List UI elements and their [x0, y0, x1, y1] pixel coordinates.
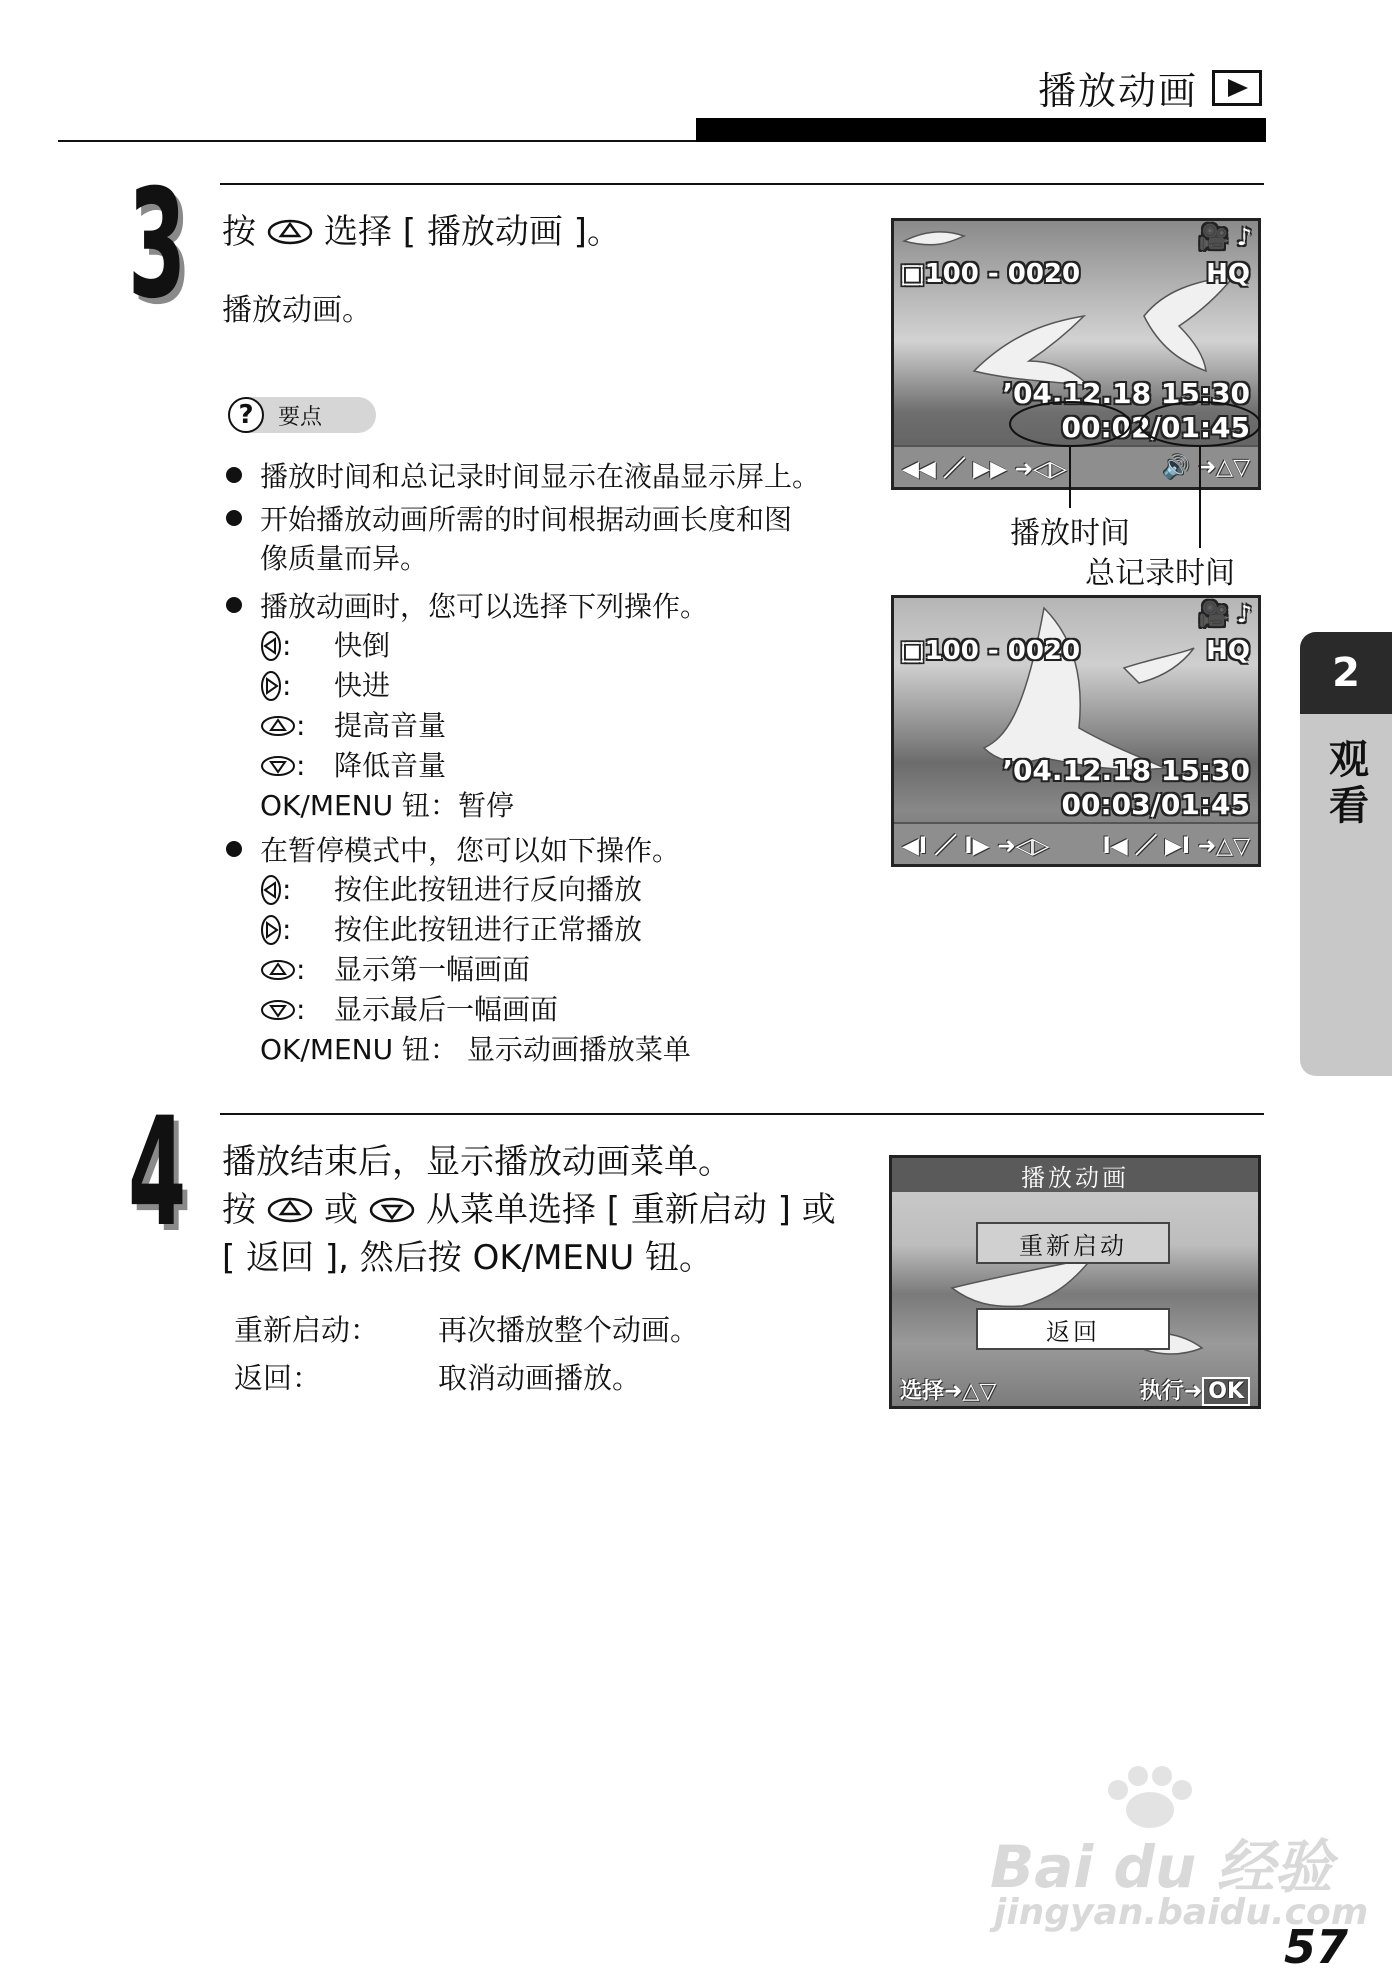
watermark-brand: Bai du 经验	[990, 1833, 1333, 1901]
lcd-screen-paused	[891, 595, 1261, 867]
step4-line3: [ 返回 ], 然后按 OK/MENU 钮。	[222, 1238, 714, 1278]
volume-hint: 🔊 ➜△▽	[1162, 454, 1250, 480]
lcd-screen-menu	[889, 1155, 1261, 1409]
quality-label: HQ	[1206, 259, 1250, 289]
bullet-dot	[226, 510, 242, 526]
op-text: 提高音量	[334, 709, 447, 742]
op-text: 降低音量	[334, 749, 447, 782]
op-row	[260, 990, 691, 1030]
up-arrow-button-icon: :	[260, 706, 334, 746]
file-number-text: 100 - 0020	[924, 636, 1081, 666]
step4-number: 4	[128, 1086, 187, 1260]
watermark-url: jingyan.baidu.com	[994, 1892, 1369, 1933]
op-row	[260, 950, 691, 990]
op-row	[260, 910, 691, 950]
question-icon: ?	[228, 397, 264, 433]
op-row	[260, 626, 514, 666]
bullet-text-continued: 像质量而异。	[260, 542, 429, 575]
def-term: 返回：	[234, 1361, 322, 1395]
def-term: 重新启动：	[234, 1313, 380, 1347]
movie-sound-icons: 🎥 ♪	[1198, 223, 1252, 251]
select-hint: 选择➜△▽	[900, 1378, 997, 1404]
bullet-item	[226, 830, 680, 871]
up-arrow-button-icon: :	[260, 950, 334, 990]
left-arrow-button-icon: :	[260, 870, 334, 910]
step4-line1: 播放结束后，显示播放动画菜单。	[222, 1142, 732, 1182]
op-row	[260, 746, 514, 786]
card-icon: ▣	[900, 636, 925, 666]
step4-line2-b: 或	[324, 1190, 358, 1230]
ok-menu-op: OK/MENU 钮：暂停	[260, 789, 515, 822]
step4-line2-c: 从菜单选择 [ 重新启动 ] 或	[426, 1190, 836, 1230]
op-text: 显示最后一幅画面	[334, 993, 559, 1026]
file-number	[900, 636, 1080, 666]
step3-rule	[220, 183, 1264, 185]
callout-play-time: 播放时间	[1010, 516, 1130, 551]
op-row	[260, 870, 691, 910]
up-arrow-button-icon	[266, 1196, 314, 1224]
movie-sound-icons: 🎥 ♪	[1198, 600, 1252, 628]
lcd-control-bar	[892, 1372, 1258, 1406]
down-arrow-button-icon: :	[260, 990, 334, 1030]
bullet-item	[226, 586, 708, 627]
step3-instruction-prefix: 按	[222, 212, 256, 252]
bullet-dot	[226, 841, 242, 857]
restart-option[interactable]: 重新启动	[976, 1222, 1170, 1264]
step3-instruction-suffix: 选择 [ 播放动画 ]。	[324, 212, 621, 252]
step3-desc: 播放动画。	[222, 293, 372, 328]
callout-total-time: 总记录时间	[1085, 556, 1235, 591]
op-text: 按住此按钮进行反向播放	[334, 873, 643, 906]
def-desc: 再次播放整个动画。	[438, 1313, 700, 1347]
card-icon: ▣	[900, 259, 925, 289]
chapter-tab-number: 2	[1300, 632, 1392, 714]
playback-time: 00:03/01:45	[1061, 788, 1250, 821]
tip-label: 要点	[278, 404, 323, 430]
ok-key-label: OK	[1202, 1377, 1250, 1406]
bullet-text: 播放时间和总记录时间显示在液晶显示屏上。	[260, 460, 821, 493]
op-text: 快倒	[334, 629, 391, 662]
quality-label: HQ	[1206, 636, 1250, 666]
op-row	[260, 706, 514, 746]
playback-ops-list	[260, 626, 514, 826]
ok-menu-op: OK/MENU 钮： 显示动画播放菜单	[260, 1033, 691, 1066]
page-number: 57	[1284, 1920, 1349, 1974]
back-option[interactable]: 返回	[976, 1308, 1170, 1350]
bullet-dot	[226, 597, 242, 613]
date-time: ’04.12.18 15:30	[1002, 754, 1250, 787]
menu-title: 播放动画	[892, 1158, 1258, 1192]
date-time: ’04.12.18 15:30	[1002, 377, 1250, 410]
file-number	[900, 259, 1080, 289]
left-arrow-button-icon: :	[260, 626, 334, 666]
step3-number: 3	[128, 158, 187, 332]
play-icon	[1212, 70, 1262, 106]
bullet-item	[226, 499, 792, 540]
bullet-dot	[226, 467, 242, 483]
down-arrow-button-icon: :	[260, 746, 334, 786]
up-arrow-button-icon	[266, 218, 314, 246]
page-header-title	[1038, 60, 1262, 115]
execute-hint: 执行➜ OK	[1140, 1374, 1250, 1405]
op-text: 按住此按钮进行正常播放	[334, 913, 643, 946]
right-arrow-button-icon: :	[260, 666, 334, 706]
header-title-text: 播放动画	[1037, 69, 1198, 113]
header-rule	[58, 140, 698, 142]
step4-line2-a: 按	[222, 1190, 256, 1230]
bullet-item	[226, 456, 820, 497]
frame-step-hint: ◀I ／ I▶ ➜◁▷	[902, 833, 1050, 859]
lcd-control-bar	[894, 822, 1258, 864]
bullet-text: 播放动画时，您可以选择下列操作。	[260, 590, 709, 623]
op-row	[260, 666, 514, 706]
step4-rule	[220, 1113, 1264, 1115]
right-arrow-button-icon: :	[260, 910, 334, 950]
op-text: 显示第一幅画面	[334, 953, 531, 986]
tip-badge	[228, 397, 376, 433]
bullet-text: 开始播放动画所需的时间根据动画长度和图	[260, 503, 793, 536]
header-bar	[696, 118, 1266, 142]
first-last-frame-hint: I◀ ／ ▶I ➜△▽	[1102, 833, 1250, 859]
rewind-forward-hint: ◀◀ ／ ▶▶ ➜◁▷	[902, 456, 1067, 482]
file-number-text: 100 - 0020	[924, 259, 1081, 289]
chapter-tab-label: 观看	[1322, 738, 1369, 830]
step3-instruction	[222, 208, 621, 256]
playback-time: 00:02/01:45	[1061, 411, 1250, 444]
down-arrow-button-icon	[368, 1196, 416, 1224]
op-text: 快进	[334, 669, 391, 702]
pause-ops-list	[260, 870, 691, 1070]
def-desc: 取消动画播放。	[438, 1361, 642, 1395]
bullet-text: 在暂停模式中，您可以如下操作。	[260, 834, 681, 867]
step4-line2	[222, 1186, 836, 1234]
